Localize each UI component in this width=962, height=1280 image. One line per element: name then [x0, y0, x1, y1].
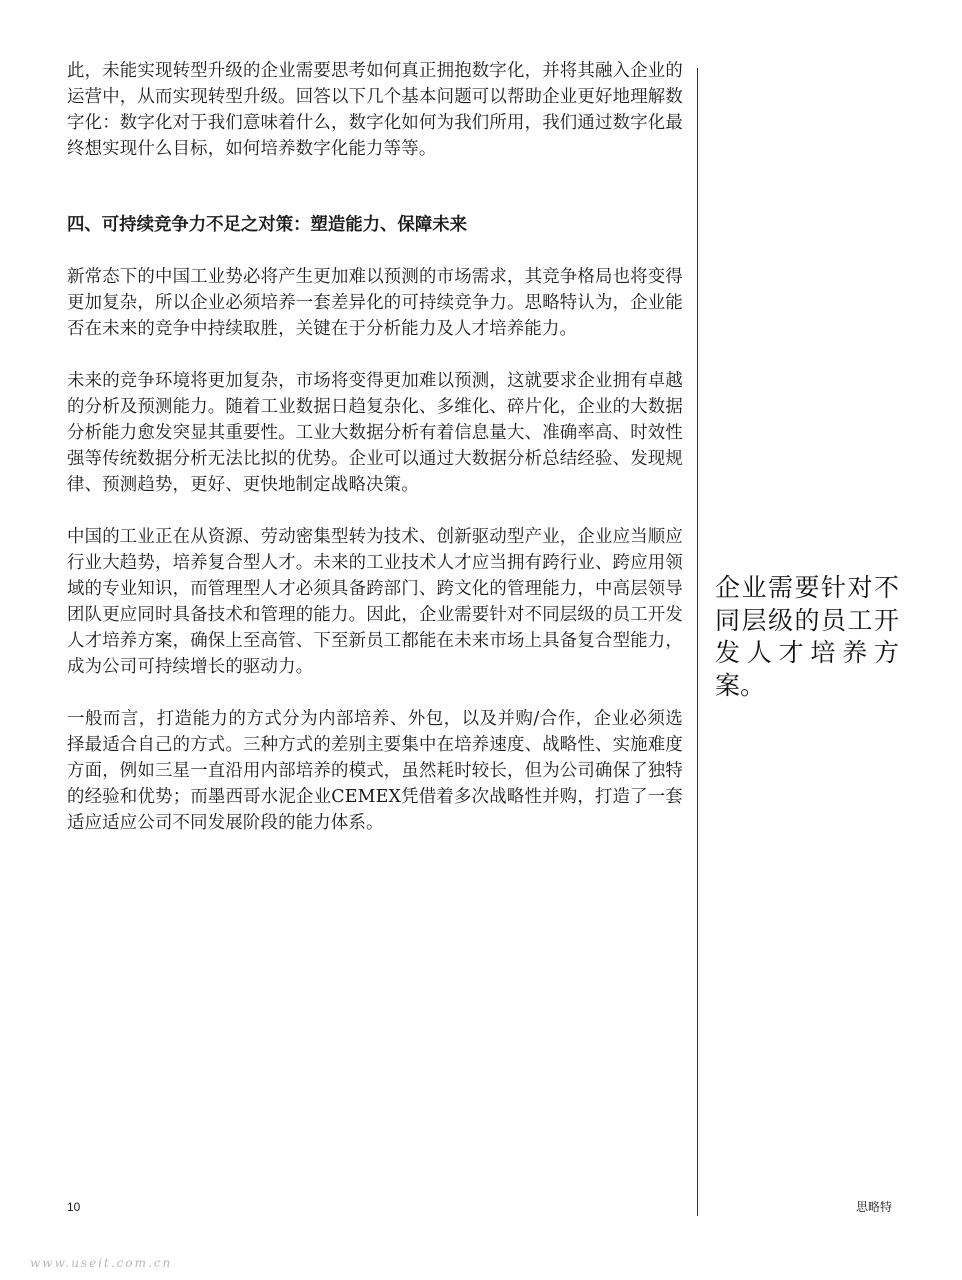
- watermark: www.useit.com.cn: [30, 1256, 173, 1270]
- intro-paragraph: 此，未能实现转型升级的企业需要思考如何真正拥抱数字化，并将其融入企业的运营中，从而实现转型升级。回答以下几个基本问题可以帮助企业更好地理解数字化：数字化对于我们意味着什么，数字化如何为我们所用，我们通过数字化最终想实现什么目标，如何培养数字化能力等等。: [67, 61, 683, 159]
- pull-quote: 企业需要针对不同层级的员工开发人才培养方案。: [715, 573, 899, 700]
- page-number: 10: [67, 1200, 81, 1214]
- body-paragraph-2: 未来的竞争环境将更加复杂，市场将变得更加难以预测，这就要求企业拥有卓越的分析及预测能力。随着工业数据日趋复杂化、多维化、碎片化，企业的大数据分析能力愈发突显其重要性。工业大数据分析有着信息量大、准确率高、时效性强等传统数据分析无法比拟的优势。企业可以通过大数据分析总结经验、发现规律、预测趋势，更好、更快地制定战略决策。: [67, 371, 683, 495]
- column-divider: [697, 68, 698, 1216]
- body-paragraph-3: 中国的工业正在从资源、劳动密集型转为技术、创新驱动型产业，企业应当顺应行业大趋势，培养复合型人才。未来的工业技术人才应当拥有跨行业、跨应用领域的专业知识，而管理型人才必须具备跨部门、跨文化的管理能力，中高层领导团队更应同时具备技术和管理的能力。因此，企业需要针对不同层级的员工开发人才培养方案，确保上至高管、下至新员工都能在未来市场上具备复合型能力，成为公司可持续增长的驱动力。: [67, 527, 683, 677]
- section-heading: 四、可持续竞争力不足之对策：塑造能力、保障未来: [67, 215, 467, 235]
- body-paragraph-1: 新常态下的中国工业势必将产生更加难以预测的市场需求，其竞争格局也将变得更加复杂，所以企业必须培养一套差异化的可持续竞争力。思略特认为，企业能否在未来的竞争中持续取胜，关键在于分析能力及人才培养能力。: [67, 267, 683, 339]
- main-text-column: [67, 58, 683, 836]
- body-paragraph-4: 一般而言，打造能力的方式分为内部培养、外包，以及并购/合作，企业必须选择最适合自己的方式。三种方式的差别主要集中在培养速度、战略性、实施难度方面，例如三星一直沿用内部培养的模式，虽然耗时较长，但为公司确保了独特的经验和优势；而墨西哥水泥企业CEMEX凭借着多次战略性并购，打造了一套适应适应公司不同发展阶段的能力体系。: [67, 709, 683, 833]
- brand-name: 思略特: [855, 1200, 892, 1214]
